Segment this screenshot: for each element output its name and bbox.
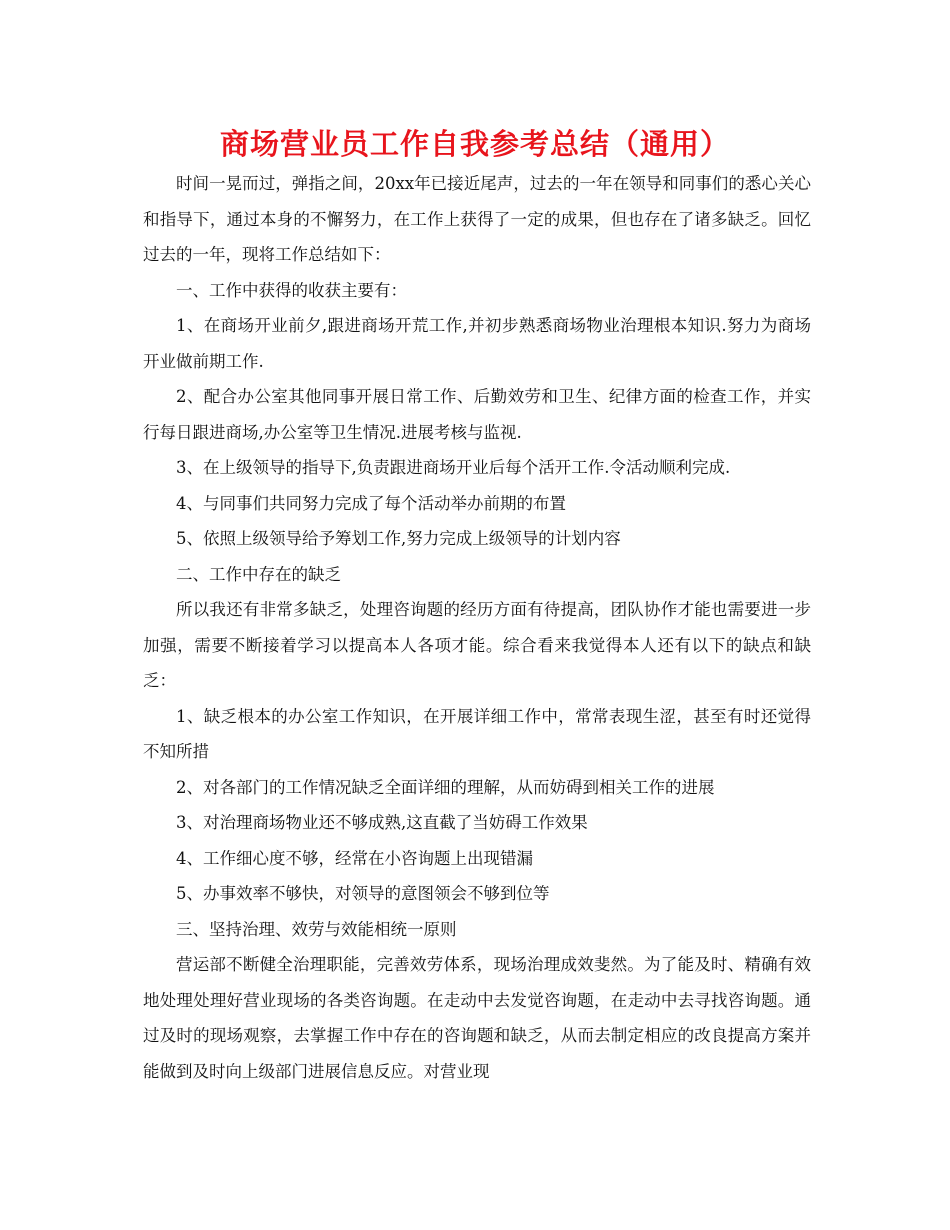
paragraph: 2、配合办公室其他同事开展日常工作、后勤效劳和卫生、纪律方面的检查工作，并实行每日跟进商场,办公室等卫生情况.进展考核与监视. [143, 387, 811, 442]
paragraph: 4、与同事们共同努力完成了每个活动举办前期的布置 [176, 493, 566, 513]
paragraph: 一、工作中获得的收获主要有： [176, 280, 407, 300]
paragraph: 所以我还有非常多缺乏，处理咨询题的经历方面有待提高，团队协作才能也需要进一步加强，需要不断接着学习以提高本人各项才能。综合看来我觉得本人还有以下的缺点和缺乏： [143, 600, 811, 690]
paragraph: 5、办事效率不够快，对领导的意图领会不够到位等 [176, 884, 550, 903]
paragraph: 二、工作中存在的缺乏 [176, 564, 341, 584]
paragraph: 4、工作细心度不够，经常在小咨询题上出现错漏 [176, 848, 533, 868]
paragraph: 3、在上级领导的指导下,负责跟进商场开业后每个活开工作.令活动顺利完成. [176, 458, 731, 477]
document-title: 商场营业员工作自我参考总结（通用） [219, 127, 730, 161]
paragraph: 1、在商场开业前夕,跟进商场开荒工作,并初步熟悉商场物业治理根本知识.努力为商场开业做前期工作. [143, 316, 811, 371]
document-body [143, 166, 811, 1089]
paragraph: 三、坚持治理、效劳与效能相统一原则 [176, 919, 457, 939]
paragraph: 时间一晃而过，弹指之间，20xx年已接近尾声，过去的一年在领导和同事们的悉心关心和指导下，通过本身的不懈努力，在工作上获得了一定的成果，但也存在了诸多缺乏。回忆过去的一年，现将工作总结如下： [143, 174, 811, 264]
paragraph: 5、依照上级领导给予筹划工作,努力完成上级领导的计划内容 [176, 529, 621, 548]
paragraph: 3、对治理商场物业还不够成熟,这直截了当妨碍工作效果 [176, 813, 588, 832]
paragraph: 2、对各部门的工作情况缺乏全面详细的理解，从而妨碍到相关工作的进展 [176, 777, 715, 797]
paragraph: 营运部不断健全治理职能，完善效劳体系，现场治理成效斐然。为了能及时、精确有效地处理处理好营业现场的各类咨询题。在走动中去发觉咨询题，在走动中去寻找咨询题。通过及时的现场观察，去掌握工作中存在的咨询题和缺乏，从而去制定相应的改良提高方案并能做到及时向上级部门进展信息反应。对营业现 [143, 955, 811, 1081]
paragraph: 1、缺乏根本的办公室工作知识，在开展详细工作中，常常表现生涩，甚至有时还觉得不知所措 [143, 706, 811, 761]
